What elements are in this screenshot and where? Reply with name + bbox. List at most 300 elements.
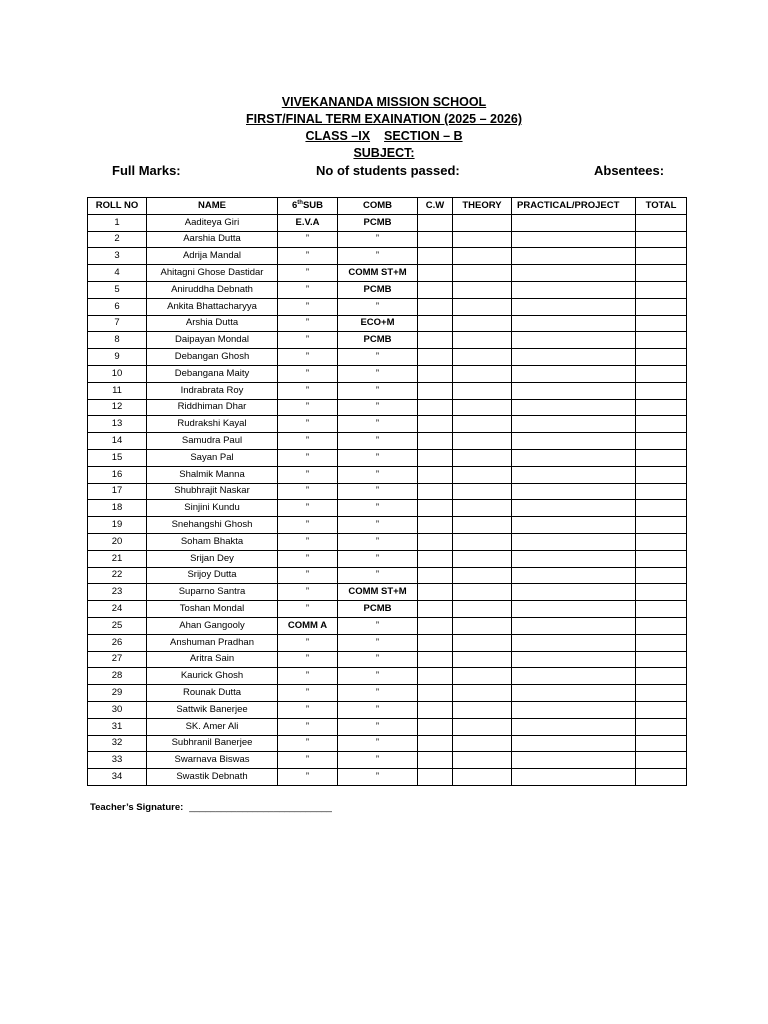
- sixth-sub-cell: ”: [278, 332, 338, 349]
- comb-cell: ”: [338, 231, 418, 248]
- sixth-sub-cell: ”: [278, 769, 338, 786]
- theory-cell: [453, 365, 512, 382]
- comb-cell: ”: [338, 416, 418, 433]
- roll-no-cell: 13: [88, 416, 147, 433]
- total-cell: [636, 752, 687, 769]
- total-cell: [636, 332, 687, 349]
- sixth-sub-cell: ”: [278, 265, 338, 282]
- table-row: [88, 668, 687, 685]
- total-cell: [636, 231, 687, 248]
- cw-cell: [418, 769, 453, 786]
- student-name-cell: SK. Amer Ali: [147, 718, 278, 735]
- total-cell: [636, 617, 687, 634]
- student-name-cell: Ahan Gangooly: [147, 617, 278, 634]
- practical-cell: [512, 517, 636, 534]
- theory-cell: [453, 517, 512, 534]
- practical-cell: [512, 685, 636, 702]
- student-name-cell: Sayan Pal: [147, 449, 278, 466]
- header-comb: COMB: [338, 198, 418, 215]
- cw-cell: [418, 332, 453, 349]
- practical-cell: [512, 214, 636, 231]
- student-name-cell: Debangan Ghosh: [147, 349, 278, 366]
- student-name-cell: Soham Bhakta: [147, 533, 278, 550]
- practical-cell: [512, 349, 636, 366]
- cw-cell: [418, 634, 453, 651]
- header-practical-project: PRACTICAL/PROJECT: [512, 198, 636, 215]
- marks-table: [87, 197, 687, 786]
- student-name-cell: Swastik Debnath: [147, 769, 278, 786]
- comb-cell: PCMB: [338, 281, 418, 298]
- student-name-cell: Snehangshi Ghosh: [147, 517, 278, 534]
- sixth-sub-cell: ”: [278, 685, 338, 702]
- roll-no-cell: 30: [88, 701, 147, 718]
- theory-cell: [453, 281, 512, 298]
- theory-cell: [453, 500, 512, 517]
- theory-cell: [453, 298, 512, 315]
- cw-cell: [418, 281, 453, 298]
- cw-cell: [418, 382, 453, 399]
- cw-cell: [418, 718, 453, 735]
- header-theory: THEORY: [453, 198, 512, 215]
- theory-cell: [453, 433, 512, 450]
- student-name-cell: Anshuman Pradhan: [147, 634, 278, 651]
- student-name-cell: Srijan Dey: [147, 550, 278, 567]
- cw-cell: [418, 550, 453, 567]
- cw-cell: [418, 517, 453, 534]
- roll-no-cell: 4: [88, 265, 147, 282]
- comb-cell: ”: [338, 533, 418, 550]
- practical-cell: [512, 584, 636, 601]
- total-cell: [636, 416, 687, 433]
- comb-cell: ”: [338, 349, 418, 366]
- practical-cell: [512, 449, 636, 466]
- subject-label: SUBJECT:: [353, 146, 415, 160]
- table-row: [88, 265, 687, 282]
- theory-cell: [453, 567, 512, 584]
- table-row: [88, 685, 687, 702]
- comb-cell: ”: [338, 382, 418, 399]
- sixth-sub-cell: ”: [278, 701, 338, 718]
- comb-cell: ”: [338, 735, 418, 752]
- sixth-sub-cell: ”: [278, 399, 338, 416]
- theory-cell: [453, 735, 512, 752]
- roll-no-cell: 2: [88, 231, 147, 248]
- comb-cell: PCMB: [338, 214, 418, 231]
- comb-cell: ECO+M: [338, 315, 418, 332]
- total-cell: [636, 701, 687, 718]
- sixth-sub-cell: COMM A: [278, 617, 338, 634]
- total-cell: [636, 685, 687, 702]
- header-sixth-sub: 6thSUB: [278, 198, 338, 215]
- table-row: [88, 466, 687, 483]
- cw-cell: [418, 601, 453, 618]
- comb-cell: ”: [338, 365, 418, 382]
- table-row: [88, 651, 687, 668]
- practical-cell: [512, 433, 636, 450]
- roll-no-cell: 20: [88, 533, 147, 550]
- roll-no-cell: 18: [88, 500, 147, 517]
- total-cell: [636, 466, 687, 483]
- comb-cell: PCMB: [338, 601, 418, 618]
- comb-cell: COMM ST+M: [338, 265, 418, 282]
- theory-cell: [453, 634, 512, 651]
- comb-cell: ”: [338, 248, 418, 265]
- theory-cell: [453, 701, 512, 718]
- roll-no-cell: 14: [88, 433, 147, 450]
- practical-cell: [512, 466, 636, 483]
- theory-cell: [453, 668, 512, 685]
- sixth-sub-cell: ”: [278, 517, 338, 534]
- cw-cell: [418, 433, 453, 450]
- full-marks-label: Full Marks:: [112, 163, 181, 178]
- practical-cell: [512, 365, 636, 382]
- sixth-sub-cell: ”: [278, 584, 338, 601]
- theory-cell: [453, 332, 512, 349]
- practical-cell: [512, 550, 636, 567]
- sixth-sub-cell: ”: [278, 449, 338, 466]
- total-cell: [636, 298, 687, 315]
- sixth-sub-cell: E.V.A: [278, 214, 338, 231]
- total-cell: [636, 399, 687, 416]
- sixth-sub-cell: ”: [278, 752, 338, 769]
- sixth-sub-cell: ”: [278, 315, 338, 332]
- comb-cell: ”: [338, 449, 418, 466]
- practical-cell: [512, 332, 636, 349]
- student-name-cell: Srijoy Dutta: [147, 567, 278, 584]
- sixth-sub-cell: ”: [278, 416, 338, 433]
- table-row: [88, 231, 687, 248]
- roll-no-cell: 7: [88, 315, 147, 332]
- total-cell: [636, 634, 687, 651]
- teacher-signature: [90, 801, 332, 815]
- roll-no-cell: 23: [88, 584, 147, 601]
- total-cell: [636, 500, 687, 517]
- sixth-sub-cell: ”: [278, 231, 338, 248]
- theory-cell: [453, 349, 512, 366]
- comb-cell: ”: [338, 651, 418, 668]
- total-cell: [636, 433, 687, 450]
- table-row: [88, 332, 687, 349]
- cw-cell: [418, 365, 453, 382]
- comb-cell: ”: [338, 298, 418, 315]
- theory-cell: [453, 533, 512, 550]
- roll-no-cell: 24: [88, 601, 147, 618]
- sixth-sub-cell: ”: [278, 550, 338, 567]
- table-row: [88, 349, 687, 366]
- roll-no-cell: 6: [88, 298, 147, 315]
- sixth-sub-cell: ”: [278, 298, 338, 315]
- cw-cell: [418, 500, 453, 517]
- sixth-sub-cell: ”: [278, 483, 338, 500]
- header-name: NAME: [147, 198, 278, 215]
- comb-cell: ”: [338, 685, 418, 702]
- total-cell: [636, 315, 687, 332]
- comb-cell: ”: [338, 752, 418, 769]
- sixth-sub-cell: ”: [278, 668, 338, 685]
- total-cell: [636, 365, 687, 382]
- cw-cell: [418, 567, 453, 584]
- practical-cell: [512, 298, 636, 315]
- student-name-cell: Suparno Santra: [147, 584, 278, 601]
- header-roll-no: ROLL NO: [88, 198, 147, 215]
- total-cell: [636, 281, 687, 298]
- sixth-sub-cell: ”: [278, 433, 338, 450]
- table-row: [88, 214, 687, 231]
- total-cell: [636, 718, 687, 735]
- comb-cell: ”: [338, 617, 418, 634]
- comb-cell: ”: [338, 466, 418, 483]
- comb-cell: PCMB: [338, 332, 418, 349]
- table-row: [88, 718, 687, 735]
- cw-cell: [418, 651, 453, 668]
- theory-cell: [453, 617, 512, 634]
- roll-no-cell: 1: [88, 214, 147, 231]
- practical-cell: [512, 567, 636, 584]
- table-row: [88, 315, 687, 332]
- practical-cell: [512, 533, 636, 550]
- comb-cell: ”: [338, 718, 418, 735]
- cw-cell: [418, 315, 453, 332]
- comb-cell: ”: [338, 567, 418, 584]
- theory-cell: [453, 416, 512, 433]
- sixth-sub-cell: ”: [278, 533, 338, 550]
- cw-cell: [418, 685, 453, 702]
- roll-no-cell: 25: [88, 617, 147, 634]
- roll-no-cell: 19: [88, 517, 147, 534]
- table-row: [88, 399, 687, 416]
- practical-cell: [512, 752, 636, 769]
- comb-cell: ”: [338, 701, 418, 718]
- sixth-sub-cell: ”: [278, 281, 338, 298]
- total-cell: [636, 550, 687, 567]
- table-row: [88, 567, 687, 584]
- roll-no-cell: 22: [88, 567, 147, 584]
- total-cell: [636, 214, 687, 231]
- practical-cell: [512, 265, 636, 282]
- total-cell: [636, 265, 687, 282]
- sixth-sub-cell: ”: [278, 466, 338, 483]
- sixth-sub-cell: ”: [278, 601, 338, 618]
- student-name-cell: Sinjini Kundu: [147, 500, 278, 517]
- cw-cell: [418, 483, 453, 500]
- theory-cell: [453, 550, 512, 567]
- roll-no-cell: 12: [88, 399, 147, 416]
- table-row: [88, 483, 687, 500]
- roll-no-cell: 21: [88, 550, 147, 567]
- student-name-cell: Arshia Dutta: [147, 315, 278, 332]
- roll-no-cell: 16: [88, 466, 147, 483]
- sixth-sub-cell: ”: [278, 248, 338, 265]
- table-header-row: [88, 198, 687, 215]
- roll-no-cell: 5: [88, 281, 147, 298]
- theory-cell: [453, 718, 512, 735]
- cw-cell: [418, 466, 453, 483]
- roll-no-cell: 11: [88, 382, 147, 399]
- students-passed-label: No of students passed:: [316, 163, 460, 178]
- comb-cell: ”: [338, 517, 418, 534]
- theory-cell: [453, 483, 512, 500]
- table-row: [88, 634, 687, 651]
- comb-cell: COMM ST+M: [338, 584, 418, 601]
- practical-cell: [512, 231, 636, 248]
- cw-cell: [418, 231, 453, 248]
- practical-cell: [512, 500, 636, 517]
- student-name-cell: Samudra Paul: [147, 433, 278, 450]
- table-row: [88, 550, 687, 567]
- cw-cell: [418, 668, 453, 685]
- table-row: [88, 248, 687, 265]
- roll-no-cell: 29: [88, 685, 147, 702]
- total-cell: [636, 382, 687, 399]
- theory-cell: [453, 248, 512, 265]
- cw-cell: [418, 752, 453, 769]
- total-cell: [636, 517, 687, 534]
- roll-no-cell: 9: [88, 349, 147, 366]
- practical-cell: [512, 718, 636, 735]
- table-row: [88, 298, 687, 315]
- theory-cell: [453, 399, 512, 416]
- cw-cell: [418, 214, 453, 231]
- student-name-cell: Debangana Maity: [147, 365, 278, 382]
- class-section-line: [0, 128, 768, 145]
- theory-cell: [453, 382, 512, 399]
- cw-cell: [418, 449, 453, 466]
- roll-no-cell: 17: [88, 483, 147, 500]
- sixth-sub-cell: ”: [278, 634, 338, 651]
- table-row: [88, 735, 687, 752]
- table-row: [88, 533, 687, 550]
- practical-cell: [512, 382, 636, 399]
- student-name-cell: Ahitagni Ghose Dastidar: [147, 265, 278, 282]
- practical-cell: [512, 281, 636, 298]
- comb-cell: ”: [338, 668, 418, 685]
- comb-cell: ”: [338, 483, 418, 500]
- total-cell: [636, 584, 687, 601]
- total-cell: [636, 601, 687, 618]
- sixth-sub-cell: ”: [278, 651, 338, 668]
- table-row: [88, 433, 687, 450]
- student-name-cell: Aniruddha Debnath: [147, 281, 278, 298]
- exam-title: FIRST/FINAL TERM EXAINATION (2025 – 2026): [246, 112, 522, 126]
- theory-cell: [453, 315, 512, 332]
- practical-cell: [512, 483, 636, 500]
- student-name-cell: Riddhiman Dhar: [147, 399, 278, 416]
- student-name-cell: Ankita Bhattacharyya: [147, 298, 278, 315]
- signature-line: ___________________________: [189, 802, 332, 813]
- table-row: [88, 601, 687, 618]
- comb-cell: ”: [338, 399, 418, 416]
- roll-no-cell: 33: [88, 752, 147, 769]
- roll-no-cell: 15: [88, 449, 147, 466]
- table-row: [88, 701, 687, 718]
- sixth-sub-cell: ”: [278, 349, 338, 366]
- total-cell: [636, 769, 687, 786]
- total-cell: [636, 651, 687, 668]
- student-name-cell: Sattwik Banerjee: [147, 701, 278, 718]
- student-name-cell: Subhranil Banerjee: [147, 735, 278, 752]
- cw-cell: [418, 735, 453, 752]
- table-row: [88, 584, 687, 601]
- theory-cell: [453, 601, 512, 618]
- student-name-cell: Adrija Mandal: [147, 248, 278, 265]
- practical-cell: [512, 651, 636, 668]
- sixth-sub-cell: ”: [278, 382, 338, 399]
- class-label: CLASS –IX: [305, 129, 371, 143]
- table-row: [88, 449, 687, 466]
- section-label: SECTION – B: [384, 129, 463, 143]
- student-name-cell: Rounak Dutta: [147, 685, 278, 702]
- cw-cell: [418, 399, 453, 416]
- roll-no-cell: 34: [88, 769, 147, 786]
- sixth-sub-cell: ”: [278, 567, 338, 584]
- signature-label: Teacher’s Signature:: [90, 802, 184, 813]
- total-cell: [636, 533, 687, 550]
- header-cw: C.W: [418, 198, 453, 215]
- practical-cell: [512, 416, 636, 433]
- comb-cell: ”: [338, 433, 418, 450]
- theory-cell: [453, 449, 512, 466]
- student-name-cell: Swarnava Biswas: [147, 752, 278, 769]
- roll-no-cell: 31: [88, 718, 147, 735]
- table-row: [88, 281, 687, 298]
- cw-cell: [418, 298, 453, 315]
- sixth-sub-cell: ”: [278, 365, 338, 382]
- cw-cell: [418, 248, 453, 265]
- theory-cell: [453, 769, 512, 786]
- theory-cell: [453, 651, 512, 668]
- cw-cell: [418, 265, 453, 282]
- roll-no-cell: 10: [88, 365, 147, 382]
- roll-no-cell: 28: [88, 668, 147, 685]
- student-name-cell: Aritra Sain: [147, 651, 278, 668]
- table-row: [88, 517, 687, 534]
- roll-no-cell: 8: [88, 332, 147, 349]
- student-name-cell: Kaurick Ghosh: [147, 668, 278, 685]
- total-cell: [636, 567, 687, 584]
- table-row: [88, 769, 687, 786]
- total-cell: [636, 449, 687, 466]
- total-cell: [636, 735, 687, 752]
- roll-no-cell: 3: [88, 248, 147, 265]
- student-name-cell: Rudrakshi Kayal: [147, 416, 278, 433]
- total-cell: [636, 248, 687, 265]
- practical-cell: [512, 735, 636, 752]
- absentees-label: Absentees:: [594, 163, 665, 178]
- practical-cell: [512, 315, 636, 332]
- roll-no-cell: 26: [88, 634, 147, 651]
- student-name-cell: Daipayan Mondal: [147, 332, 278, 349]
- student-name-cell: Toshan Mondal: [147, 601, 278, 618]
- total-cell: [636, 349, 687, 366]
- sixth-sub-cell: ”: [278, 500, 338, 517]
- student-name-cell: Shalmik Manna: [147, 466, 278, 483]
- table-row: [88, 365, 687, 382]
- comb-cell: ”: [338, 769, 418, 786]
- total-cell: [636, 483, 687, 500]
- student-name-cell: Aaditeya Giri: [147, 214, 278, 231]
- roll-no-cell: 32: [88, 735, 147, 752]
- roll-no-cell: 27: [88, 651, 147, 668]
- cw-cell: [418, 416, 453, 433]
- practical-cell: [512, 601, 636, 618]
- student-name-cell: Indrabrata Roy: [147, 382, 278, 399]
- theory-cell: [453, 685, 512, 702]
- theory-cell: [453, 231, 512, 248]
- student-name-cell: Shubhrajit Naskar: [147, 483, 278, 500]
- practical-cell: [512, 617, 636, 634]
- header-total: TOTAL: [636, 198, 687, 215]
- comb-cell: ”: [338, 634, 418, 651]
